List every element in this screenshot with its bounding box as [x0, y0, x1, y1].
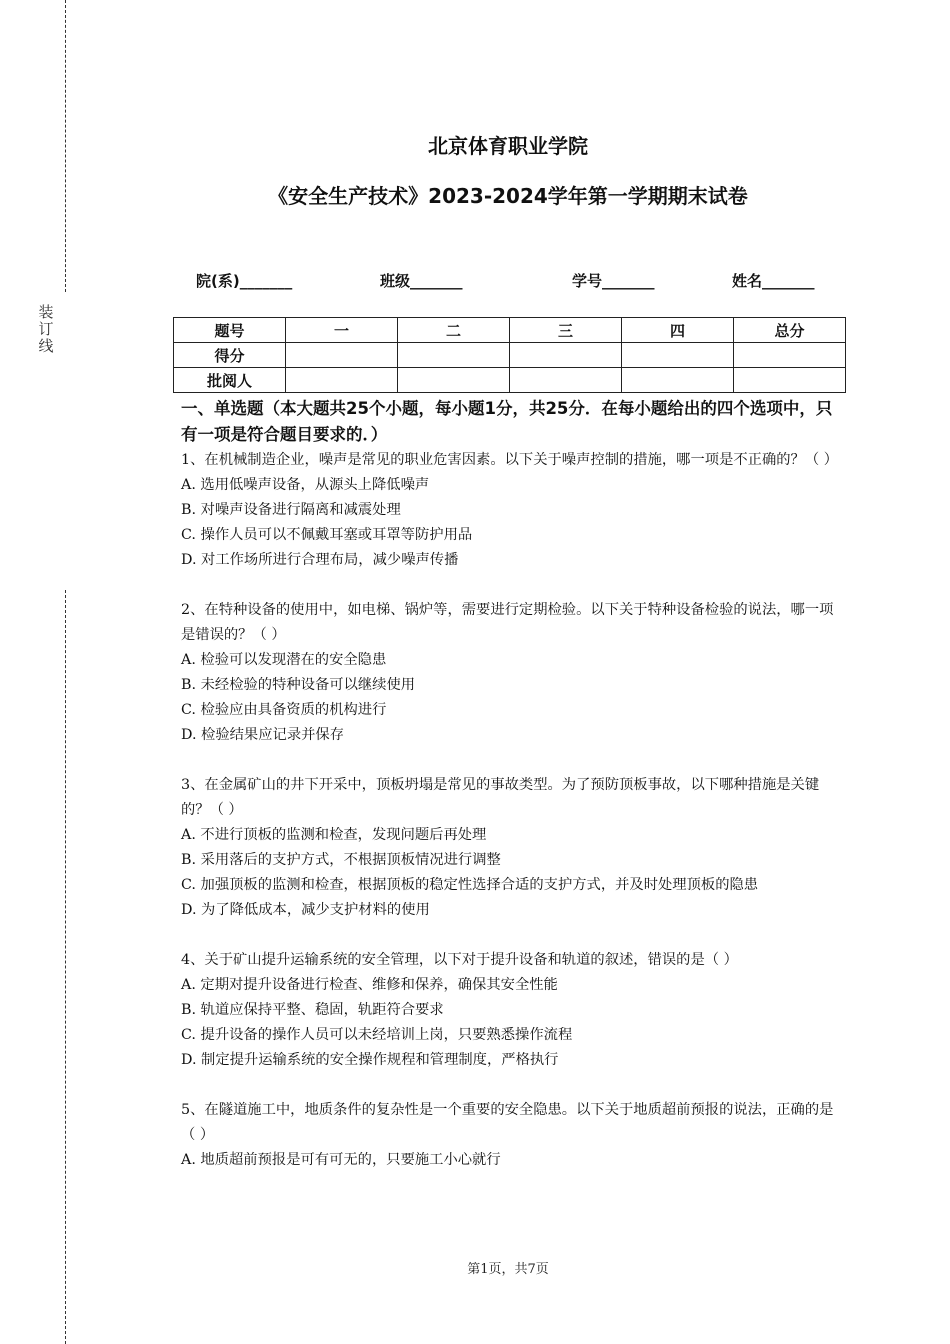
- reviewer-cell[interactable]: [398, 368, 510, 393]
- score-header-cell: 题号: [174, 318, 286, 343]
- exam-content: [181, 396, 841, 1173]
- question-option: A. 定期对提升设备进行检查、维修和保养，确保其安全性能: [181, 977, 558, 993]
- score-row: [174, 343, 846, 368]
- department-field[interactable]: 院(系)_______: [196, 272, 293, 290]
- reviewer-row: [174, 368, 846, 393]
- binding-char: 线: [38, 337, 54, 355]
- score-cell[interactable]: [734, 343, 846, 368]
- student-info-row: [0, 270, 950, 292]
- binding-label: [36, 304, 56, 355]
- school-title: 北京体育职业学院: [428, 134, 588, 158]
- score-header-cell: 一: [286, 318, 398, 343]
- question-stem: 4、关于矿山提升运输系统的安全管理，以下对于提升设备和轨道的叙述，错误的是（ ）: [181, 952, 738, 968]
- question-option: C. 检验应由具备资质的机构进行: [181, 702, 387, 718]
- question-4: [181, 948, 841, 1073]
- question-1: [181, 448, 841, 573]
- question-2: [181, 598, 841, 748]
- question-option: D. 对工作场所进行合理布局，减少噪声传播: [181, 552, 459, 568]
- score-header-cell: 三: [510, 318, 622, 343]
- question-stem: 3、在金属矿山的井下开采中，顶板坍塌是常见的事故类型。为了预防顶板事故，以下哪种措施是关键的？（ ）: [181, 777, 820, 818]
- score-header-cell: 四: [622, 318, 734, 343]
- question-option: D. 制定提升运输系统的安全操作规程和管理制度，严格执行: [181, 1052, 559, 1068]
- reviewer-cell[interactable]: [286, 368, 398, 393]
- question-option: A. 地质超前预报是可有可无的，只要施工小心就行: [181, 1152, 501, 1168]
- question-option: B. 轨道应保持平整、稳固，轨距符合要求: [181, 1002, 444, 1018]
- question-option: A. 不进行顶板的监测和检查，发现问题后再处理: [181, 827, 487, 843]
- reviewer-row-label: 批阅人: [174, 368, 286, 393]
- binding-char: 装: [38, 303, 54, 321]
- question-option: C. 操作人员可以不佩戴耳塞或耳罩等防护用品: [181, 527, 473, 543]
- reviewer-cell[interactable]: [510, 368, 622, 393]
- reviewer-cell[interactable]: [622, 368, 734, 393]
- question-option: B. 对噪声设备进行隔离和减震处理: [181, 502, 401, 518]
- question-stem: 2、在特种设备的使用中，如电梯、锅炉等，需要进行定期检验。以下关于特种设备检验的说法，哪一项是错误的？（ ）: [181, 602, 834, 643]
- exam-title: 《安全生产技术》2023-2024学年第一学期期末试卷: [268, 184, 748, 208]
- score-table-header-row: [174, 318, 846, 343]
- question-option: C. 加强顶板的监测和检查，根据顶板的稳定性选择合适的支护方式，并及时处理顶板的隐患: [181, 877, 759, 893]
- score-table: [173, 317, 846, 393]
- name-field[interactable]: 姓名_______: [732, 272, 815, 290]
- question-3: [181, 773, 841, 923]
- class-field[interactable]: 班级_______: [380, 272, 463, 290]
- score-cell[interactable]: [398, 343, 510, 368]
- score-row-label: 得分: [174, 343, 286, 368]
- score-cell[interactable]: [622, 343, 734, 368]
- question-option: C. 提升设备的操作人员可以未经培训上岗，只要熟悉操作流程: [181, 1027, 573, 1043]
- score-header-cell: 二: [398, 318, 510, 343]
- reviewer-cell[interactable]: [734, 368, 846, 393]
- binding-dashed-line-bottom: [65, 590, 66, 1344]
- score-header-cell: 总分: [734, 318, 846, 343]
- score-cell[interactable]: [510, 343, 622, 368]
- page-number: 第1页，共7页: [467, 1262, 549, 1277]
- question-option: B. 未经检验的特种设备可以继续使用: [181, 677, 416, 693]
- question-stem: 1、在机械制造企业，噪声是常见的职业危害因素。以下关于噪声控制的措施，哪一项是不正确的？（ ）: [181, 452, 838, 468]
- question-5: [181, 1098, 841, 1173]
- question-option: A. 检验可以发现潜在的安全隐患: [181, 652, 387, 668]
- question-option: A. 选用低噪声设备，从源头上降低噪声: [181, 477, 430, 493]
- question-option: B. 采用落后的支护方式，不根据顶板情况进行调整: [181, 852, 501, 868]
- question-option: D. 检验结果应记录并保存: [181, 727, 345, 743]
- binding-char: 订: [38, 320, 54, 338]
- section-heading: 一、单选题（本大题共25个小题，每小题1分，共25分．在每小题给出的四个选项中，只有一项是符合题目要求的．）: [181, 399, 833, 444]
- question-option: D. 为了降低成本，减少支护材料的使用: [181, 902, 430, 918]
- student-number-field[interactable]: 学号_______: [572, 272, 655, 290]
- score-cell[interactable]: [286, 343, 398, 368]
- question-stem: 5、在隧道施工中，地质条件的复杂性是一个重要的安全隐患。以下关于地质超前预报的说法，正确的是（ ）: [181, 1102, 834, 1143]
